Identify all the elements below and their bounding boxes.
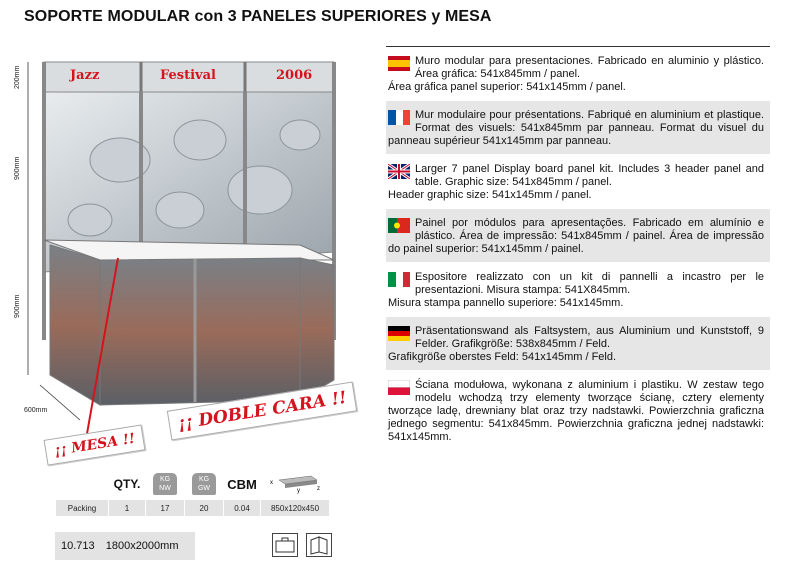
description-fr xyxy=(386,101,770,155)
description-de-text: Präsentationswand als Faltsystem, aus Aluminium und Kunststoff, 9 Felder. Grafikgröße: 538x845mm / Feld. Grafikgröße oberstes Feld: 541x145mm / Feld. xyxy=(388,325,764,363)
product-code-box xyxy=(55,532,195,560)
description-es xyxy=(386,47,770,101)
packing-label: Packing xyxy=(56,500,109,517)
dim-upper-height: 900mm xyxy=(14,156,21,180)
description-it xyxy=(386,263,770,317)
description-en-text: Larger 7 panel Display board panel kit. Includes 3 header panel and table. Graphic size: 541x845mm / panel. Header graphic size: 541x145mm / panel. xyxy=(388,163,764,201)
net-weight-icon: KG NW xyxy=(153,473,177,495)
z-axis-label: z xyxy=(317,486,320,492)
description-pt xyxy=(386,209,770,263)
description-en xyxy=(386,155,770,209)
table-stamp: ¡¡ MESA !! xyxy=(44,424,146,465)
description-pl-text: Ściana modułowa, wykonana z aluminium i plastiku. W zestaw tego modelu wchodzą trzy elementy tworzące ścianę, cztery elementy tworzące ladę, drewniany blat oraz trzy nadstawki. Powierzchnia graficzna jednego segmentu: 541x845mm. Powierzchnia graficzna jednej nadstawki: 541x145mm. xyxy=(388,379,764,443)
net-weight-value: 17 xyxy=(146,500,185,517)
description-es-text: Muro modular para presentaciones. Fabricado en aluminio y plástico. Área gráfica: 541x845mm / panel. Área gráfica panel superior: 541x145mm / panel. xyxy=(388,55,764,93)
cbm-value: 0.04 xyxy=(224,500,261,517)
spain-flag-icon xyxy=(388,56,410,71)
gross-weight-icon: KG GW xyxy=(192,473,216,495)
case-icon xyxy=(272,533,298,557)
dim-lower-height: 900mm xyxy=(14,294,21,318)
dim-depth: 600mm xyxy=(24,407,48,414)
x-axis-label: x xyxy=(270,480,273,486)
product-code: 10.713 xyxy=(61,540,95,552)
double-sided-stamp: ¡¡ DOBLE CARA !! xyxy=(167,381,358,440)
panel-icon xyxy=(306,533,332,557)
y-axis-label: y xyxy=(297,488,300,494)
france-flag-icon xyxy=(388,110,410,125)
italy-flag-icon xyxy=(388,272,410,287)
description-pl xyxy=(386,371,770,451)
packing-spec-table xyxy=(55,468,330,517)
header-text-2: Festival xyxy=(160,68,216,83)
header-text-3: 2006 xyxy=(276,68,313,83)
gross-weight-value: 20 xyxy=(185,500,224,517)
dim-header-height: 200mm xyxy=(14,65,21,89)
page-title: SOPORTE MODULAR con 3 PANELES SUPERIORES y MESA xyxy=(24,8,492,25)
uk-flag-icon xyxy=(388,164,410,179)
product-size: 1800x2000mm xyxy=(105,540,179,552)
description-pt-text: Painel por módulos para apresentações. Fabricado em alumínio e plástico. Área de impressão: 541x845mm / painel. Área de impressão do painel superior: 541x145mm / painel. xyxy=(388,217,764,255)
box-dimensions-icon xyxy=(267,472,323,494)
description-fr-text: Mur modulaire pour présentations. Fabriqué en aluminium et plastique. Format des visuels: 541x845mm par panneau. Format du visuel du panneau supérieur 541x145mm par panneau. xyxy=(388,109,764,147)
description-de xyxy=(386,317,770,371)
descriptions xyxy=(386,46,770,451)
description-it-text: Espositore realizzato con un kit di pannelli a incastro per le presentazioni. Misura stampa: 541X845mm. Misura stampa pannello superiore: 541x145mm. xyxy=(388,271,764,309)
cbm-header: CBM xyxy=(224,469,261,500)
qty-value: 1 xyxy=(109,500,146,517)
qty-header: QTY. xyxy=(109,469,146,500)
portugal-flag-icon xyxy=(388,218,410,233)
header-text-1: Jazz xyxy=(70,68,100,83)
box-size-value: 850x120x450 xyxy=(261,500,330,517)
poland-flag-icon xyxy=(388,380,410,395)
germany-flag-icon xyxy=(388,326,410,341)
